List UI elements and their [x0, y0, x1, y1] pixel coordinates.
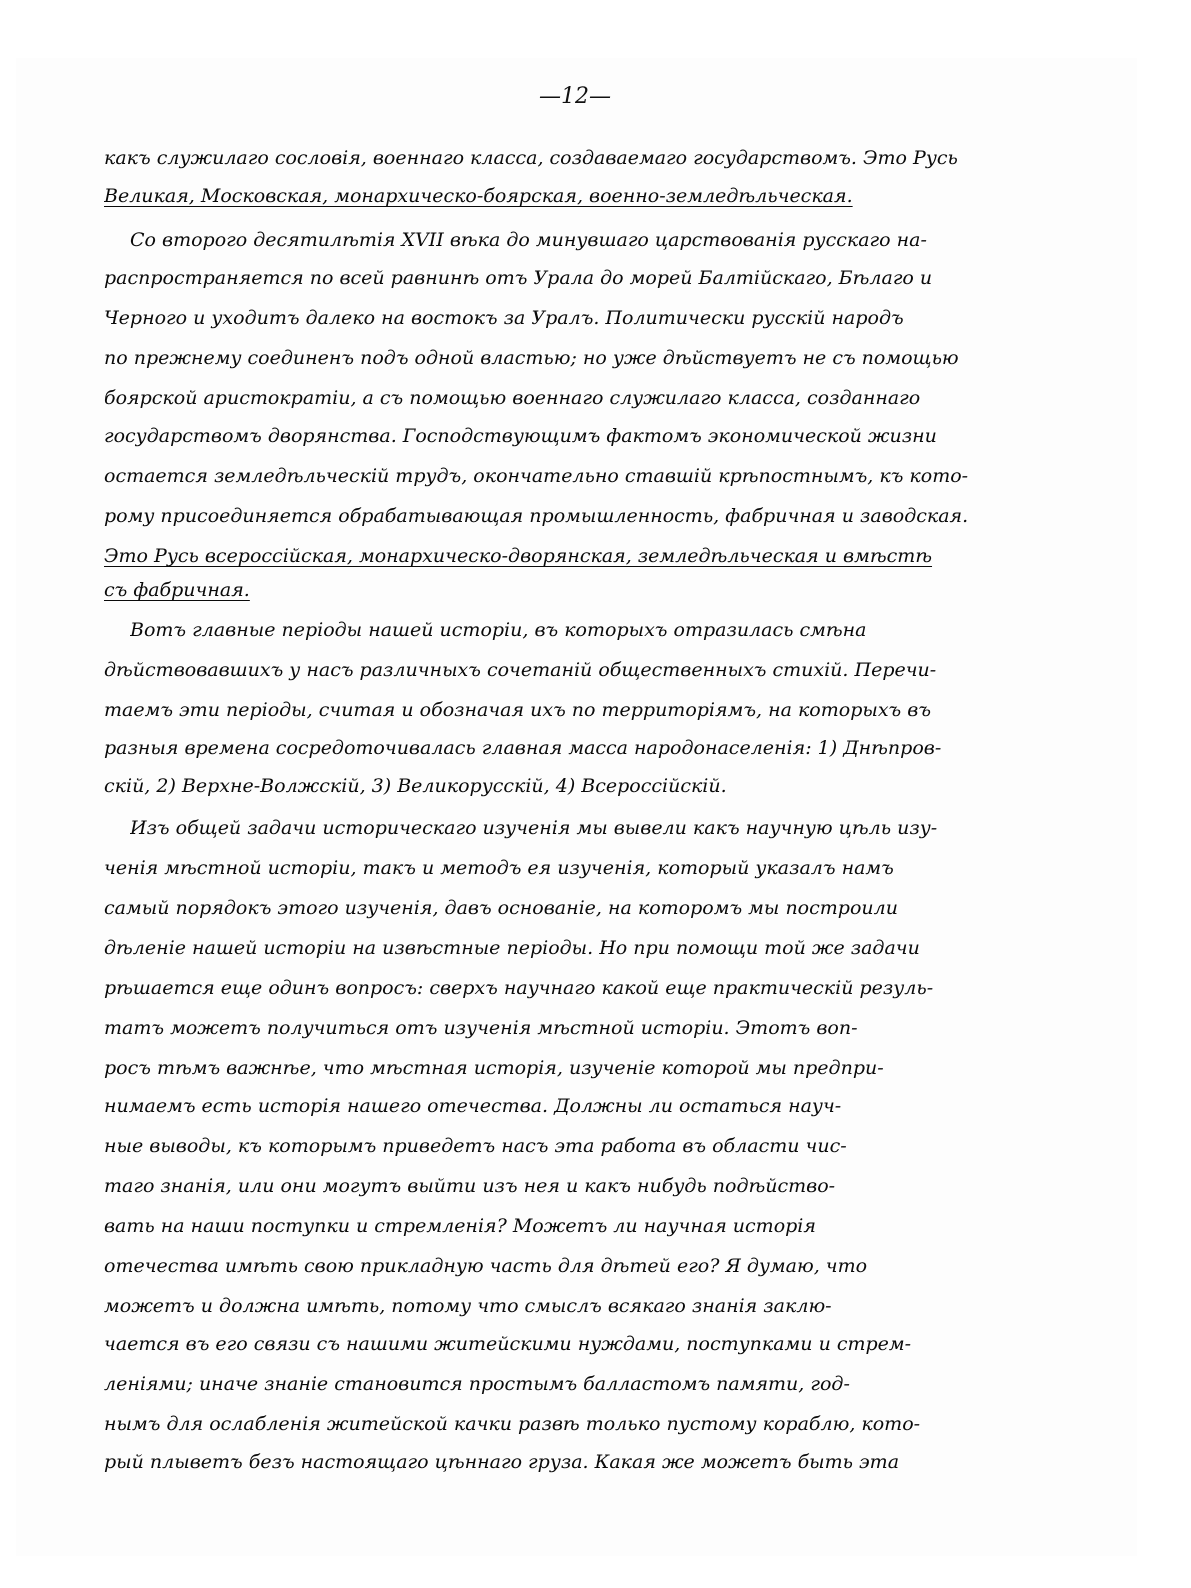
text-line: Черного и уходитъ далеко на востокъ за Уралъ. Политически русскій народъ [104, 307, 904, 329]
text-line: ченія мѣстной исторіи, такъ и методъ ея изученія, который указалъ намъ [104, 857, 894, 879]
text-line: чается въ его связи съ нашими житейскими нуждами, поступками и стрем- [104, 1333, 912, 1355]
text-line: Изъ общей задачи историческаго изученія мы вывели какъ научную цѣль изу- [130, 817, 938, 839]
text-line: росъ тѣмъ важнѣе, что мѣстная исторія, изученіе которой мы предпри- [104, 1057, 884, 1079]
text-line: отечества имѣть свою прикладную часть для дѣтей его? Я думаю, что [104, 1255, 868, 1277]
text-line: нымъ для ослабленія житейской качки развѣ только пустому кораблю, кото- [104, 1413, 921, 1435]
text-line: дѣйствовавшихъ у насъ различныхъ сочетаній общественныхъ стихій. Перечи- [104, 659, 937, 681]
text-line: рѣшается еще одинъ вопросъ: сверхъ научнаго какой еще практическій резуль- [104, 977, 934, 999]
text-line: ные выводы, къ которымъ приведетъ насъ эта работа въ области чис- [104, 1135, 847, 1157]
text-line: распространяется по всей равнинѣ отъ Урала до морей Балтійскаго, Бѣлаго и [104, 267, 933, 289]
text-line: самый порядокъ этого изученія, давъ основаніе, на которомъ мы построили [104, 897, 898, 919]
text-line: татъ можетъ получиться отъ изученія мѣстной исторіи. Этотъ воп- [104, 1017, 858, 1039]
text-line: какъ служилаго сословія, военнаго класса, создаваемаго государствомъ. Это Русь [104, 147, 958, 169]
text-line: таго знанія, или они могутъ выйти изъ нея и какъ нибудь подѣйство- [104, 1175, 836, 1197]
text-line: по прежнему соединенъ подъ одной властью; но уже дѣйствуетъ не съ помощью [104, 347, 959, 369]
text-line: Вотъ главные періоды нашей исторіи, въ которыхъ отразилась смѣна [130, 619, 867, 641]
text-line: съ фабричная. [104, 579, 250, 601]
text-line: Это Русь всероссійская, монархическо-дворянская, земледѣльческая и вмѣстѣ [104, 545, 933, 567]
text-line: нимаемъ есть исторія нашего отечества. Должны ли остаться науч- [104, 1095, 842, 1117]
text-line: Великая, Московская, монархическо-боярская, военно-земледѣльческая. [104, 185, 853, 207]
text-line: скій, 2) Верхне-Волжскій, 3) Великорусскій, 4) Всероссійскій. [104, 775, 727, 797]
text-line: леніями; иначе знаніе становится простымъ балластомъ памяти, год- [104, 1373, 850, 1395]
text-line: государствомъ дворянства. Господствующимъ фактомъ экономической жизни [104, 425, 937, 447]
text-line: рому присоединяется обрабатывающая промышленность, фабричная и заводская. [104, 505, 969, 527]
text-line: таемъ эти періоды, считая и обозначая ихъ по территоріямъ, на которыхъ въ [104, 699, 931, 721]
text-line: можетъ и должна имѣть, потому что смыслъ всякаго знанія заклю- [104, 1295, 832, 1317]
text-line: рый плыветъ безъ настоящаго цѣннаго груза. Какая же можетъ быть эта [104, 1451, 900, 1473]
text-line: боярской аристократіи, а съ помощью военнаго служилаго класса, созданнаго [104, 387, 921, 409]
text-line: Со второго десятилѣтія XVII вѣка до минувшаго царствованія русскаго на- [130, 229, 927, 251]
text-line: разныя времена сосредоточивалась главная масса народонаселенія: 1) Днѣпров- [104, 737, 942, 759]
page-number: —12— [539, 84, 611, 109]
text-line: вать на наши поступки и стремленія? Можетъ ли научная исторія [104, 1215, 816, 1237]
text-line: остается земледѣльческій трудъ, окончательно ставшій крѣпостнымъ, къ кото- [104, 465, 969, 487]
text-line: дѣленіе нашей исторіи на извѣстные періоды. Но при помощи той же задачи [104, 937, 920, 959]
